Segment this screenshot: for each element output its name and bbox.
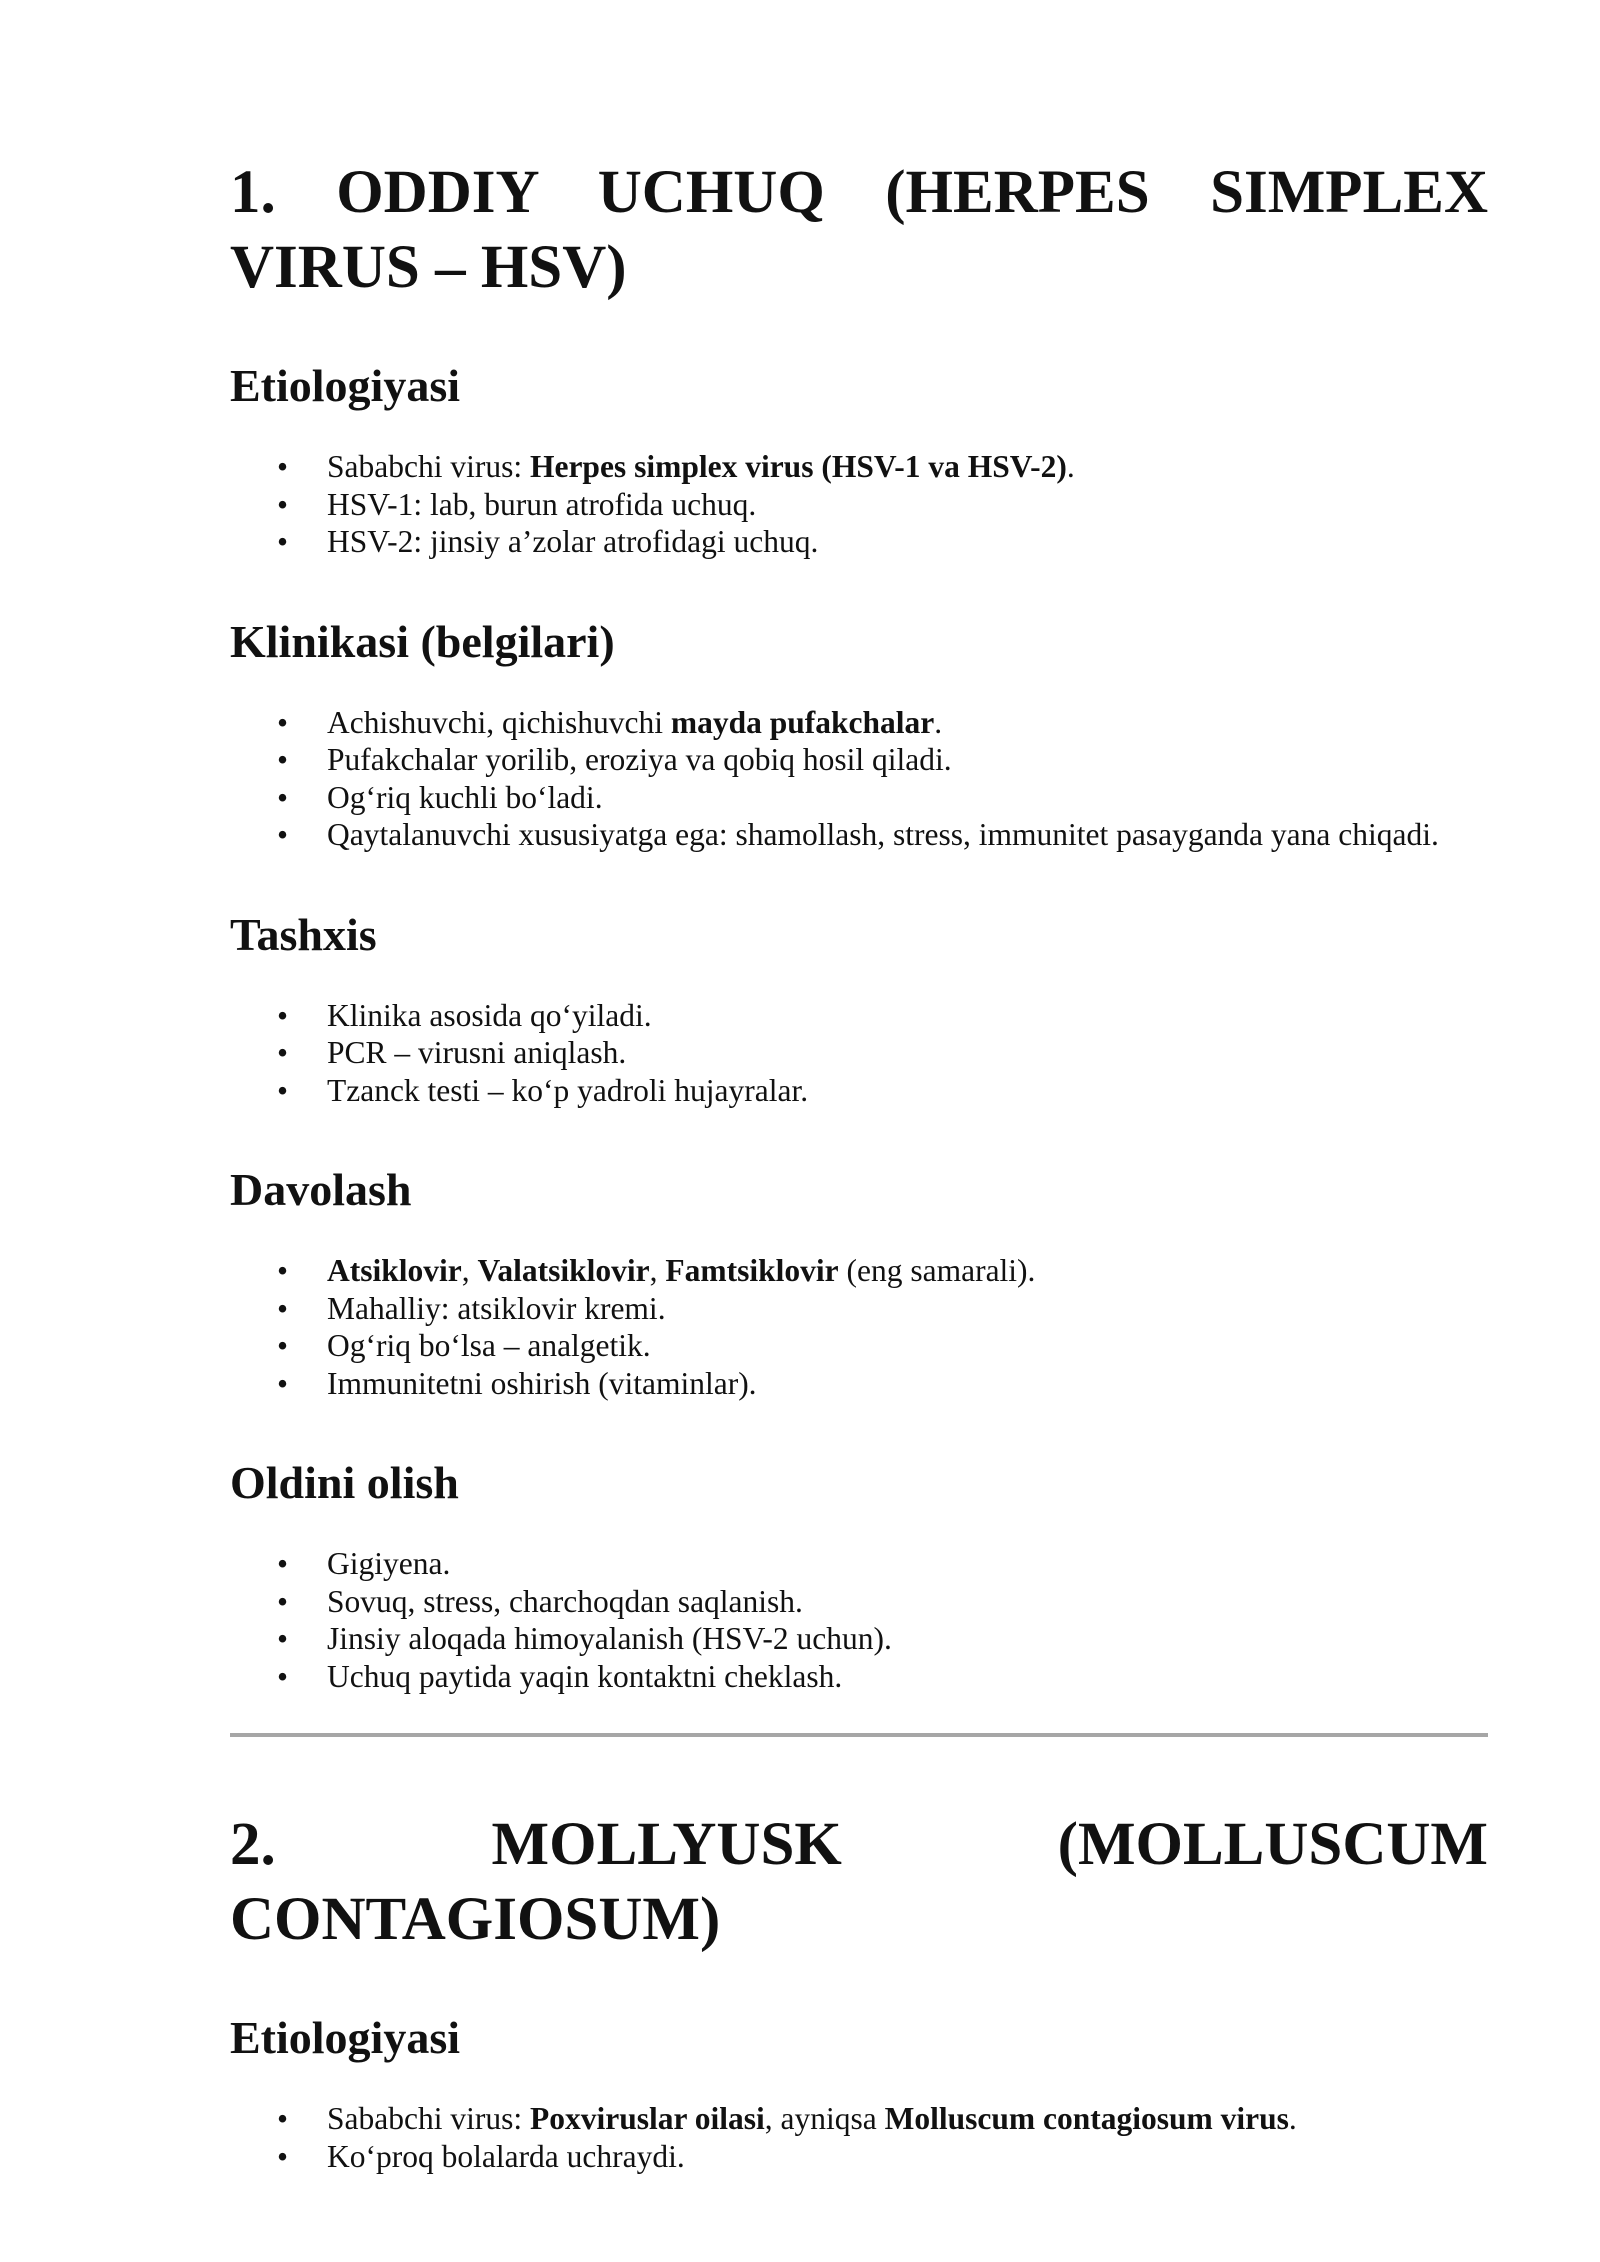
section-divider [230, 1733, 1488, 1737]
section [230, 2010, 1488, 2175]
bold-text: Valatsiklovir [477, 1253, 650, 1288]
part2-title: 2. MOLLYUSK (MOLLUSCUM CONTAGIOSUM) [230, 1811, 1488, 1953]
section [230, 1455, 1488, 1695]
bold-text: Atsiklovir [327, 1253, 462, 1288]
list-item [230, 1034, 1488, 1072]
section-heading: Etiologiyasi [230, 2012, 461, 2063]
text-run: . [1066, 449, 1075, 484]
section-heading: Davolash [230, 1164, 412, 1215]
bold-text: mayda pufakchalar [670, 704, 935, 740]
text-run: Achishuvchi, qichishuvchi [327, 704, 671, 740]
bold-text: Famtsiklovir [665, 1253, 839, 1288]
text-run: Gigiyena. [327, 1546, 451, 1581]
text-run: Klinika asosida qo‘yiladi. [327, 997, 652, 1033]
list-item [230, 741, 1488, 779]
list-item [230, 816, 1488, 854]
text-run: Mahalliy: atsiklovir kremi. [327, 1290, 666, 1326]
bold-text: Molluscum contagiosum virus [884, 2101, 1289, 2136]
section-heading: Tashxis [230, 908, 377, 960]
list-item [230, 1365, 1488, 1403]
text-run: Immunitetni oshirish (vitaminlar). [327, 1365, 757, 1401]
text-run: Qaytalanuvchi xususiyatga ega: shamollash, stress, immunitet pasayganda yana chiqadi. [327, 817, 1439, 852]
section-heading: Klinikasi (belgilari) [230, 615, 615, 667]
text-run: Tzanck testi – ko‘p yadroli hujayralar. [327, 1072, 809, 1108]
list-item [230, 997, 1488, 1035]
text-run: (eng samarali). [838, 1253, 1036, 1288]
list-item [230, 1545, 1488, 1583]
text-run: . [934, 704, 943, 740]
list-item [230, 1252, 1488, 1290]
text-run: Og‘riq bo‘lsa – analgetik. [327, 1328, 651, 1363]
text-run: Og‘riq kuchli bo‘ladi. [327, 779, 603, 815]
bullet-list [230, 448, 1488, 561]
text-run: Sababchi virus: [327, 2101, 530, 2136]
section [230, 907, 1488, 1110]
list-item [230, 2138, 1488, 2176]
text-run: , [461, 1253, 478, 1288]
part2-sections [230, 2010, 1488, 2175]
list-item [230, 2100, 1488, 2138]
document-page [230, 0, 1488, 2175]
bold-text: Herpes simplex virus (HSV-1 va HSV-2) [529, 449, 1067, 484]
text-run: . [1288, 2101, 1297, 2136]
bold-text: Poxviruslar oilasi [529, 2101, 765, 2136]
bullet-list [230, 704, 1488, 854]
list-item [230, 523, 1488, 561]
section-heading: Etiologiyasi [230, 360, 461, 411]
text-run: PCR – virusni aniqlash. [327, 1035, 627, 1070]
text-run: Ko‘proq bolalarda uchraydi. [327, 2138, 685, 2174]
section [230, 614, 1488, 854]
text-run: HSV-2: jinsiy a’zolar atrofidagi uchuq. [327, 524, 819, 559]
bullet-list [230, 1545, 1488, 1695]
text-run: Pufakchalar yorilib, eroziya va qobiq hosil qiladi. [327, 742, 952, 777]
text-run: Jinsiy aloqada himoyalanish (HSV-2 uchun). [327, 1621, 892, 1656]
part1-sections [230, 358, 1488, 1695]
section [230, 1162, 1488, 1402]
list-item [230, 1290, 1488, 1328]
bullet-list [230, 997, 1488, 1110]
list-item [230, 1583, 1488, 1621]
bullet-list [230, 2100, 1488, 2175]
section-heading: Oldini olish [230, 1457, 459, 1508]
text-run: Sovuq, stress, charchoqdan saqlanish. [327, 1583, 803, 1619]
text-run: , ayniqsa [764, 2101, 885, 2136]
list-item [230, 448, 1488, 486]
bullet-list [230, 1252, 1488, 1402]
list-item [230, 1620, 1488, 1658]
list-item [230, 704, 1488, 742]
list-item [230, 1072, 1488, 1110]
section [230, 358, 1488, 561]
list-item [230, 779, 1488, 817]
text-run: Sababchi virus: [327, 449, 530, 484]
list-item [230, 486, 1488, 524]
text-run: HSV-1: lab, burun atrofida uchuq. [327, 486, 757, 522]
list-item [230, 1658, 1488, 1696]
text-run: Uchuq paytida yaqin kontaktni cheklash. [327, 1658, 843, 1694]
text-run: , [649, 1253, 666, 1288]
part1-title: 1. ODDIY UCHUQ (HERPES SIMPLEX VIRUS – HSV) [230, 159, 1488, 301]
list-item [230, 1327, 1488, 1365]
